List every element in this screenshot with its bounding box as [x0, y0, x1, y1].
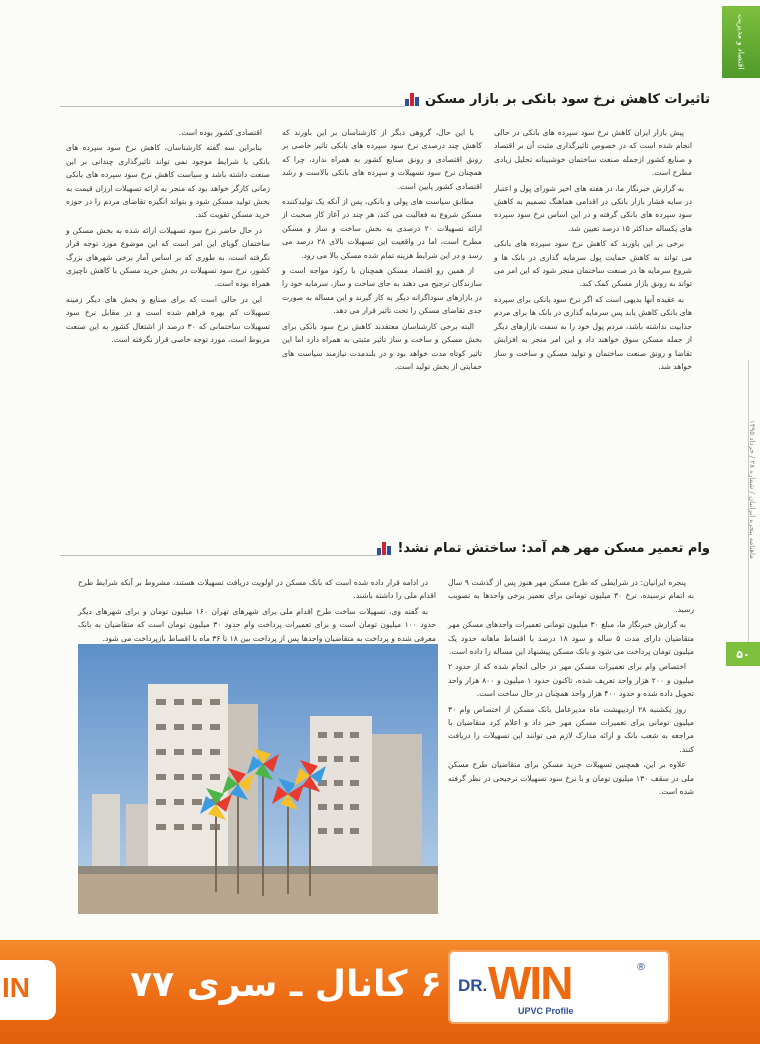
paragraph: از همین رو اقتصاد مسکن همچنان با رکود مواجه است و سازندگان ترجیح می دهند به جای ساخت و ساز، سرمایه خود را در بازارهای سوداگرانه دیگر به کار گیرند و این مساله به صورت جدی تقاضای مسکن را تحت تاثیر قرار می دهد.	[282, 266, 482, 316]
section2-column-1	[448, 576, 694, 926]
housing-photo	[78, 644, 438, 914]
section2-column-2	[78, 576, 436, 643]
paragraph: روز یکشنبه ۲۸ اردیبهشت ماه مدیرعامل بانک مسکن از اختصاص وام ۳۰ میلیون تومانی برای تعمیرات مسکن مهر خبر داد و اعلام کرد متقاضیان با مراجعه به شعب بانک و ارائه مدارک لازم می توانند این تسهیلات را دریافت کنند.	[448, 704, 694, 754]
registered-mark: ®	[636, 962, 646, 973]
section2-heading-rule	[60, 555, 380, 556]
paragraph: پنجره ایرانیان: در شرایطی که طرح مسکن مهر هنوز پس از گذشت ۹ سال به اتمام نرسیده، نرخ ۳۰ میلیون تومانی برای تعمیر برخی واحدها به تصویب رسید.	[448, 578, 694, 614]
section1-column-1	[494, 126, 692, 531]
section1-heading-rule	[60, 106, 405, 107]
brand-name: WIN	[488, 957, 572, 1009]
paragraph: علاوه بر این، همچنین تسهیلات خرید مسکن برای متقاضیان طرح مسکن ملی در سقف ۱۳۰ میلیون تومان و با نرخ سود تسهیلات ترجیحی در نظر گرفته شده است.	[448, 760, 694, 797]
section1-column-2	[282, 126, 482, 531]
paragraph: مطابق سیاست های پولی و بانکی، پس از آنکه یک تولیدکننده مسکن شروع به فعالیت می کند، هر چند در آغاز کار صحبت از ارائه تسهیلات ۲۰ درصدی به بخش ساخت و ساز و مسکن مطرح است، اما در واقعیت این تسهیلات بالای ۲۸ درصد می رسد و در این شرایط هزینه تمام شده مسکن بالا می رود.	[282, 197, 482, 260]
paragraph: در حال حاضر نرخ سود تسهیلات ارائه شده به بخش مسکن و ساختمان گویای این امر است که این موضوع مورد توجه قرار نگرفته است، به طوری که بر اساس آمار برخی شهرهای بزرگ کشور، نرخ سود تسهیلات در بخش خرید مسکن با کاهش ناچیزی همراه بوده است.	[66, 225, 270, 289]
paragraph: به عقیده آنها بدیهی است که اگر نرخ سود بانکی برای سپرده های بانکی کاهش یابد پس سرمایه گذاری در بانک ها برای مردم جذابیت نداشته باشد، مردم پول خود را به سمت بازارهای دیگر از جمله مسکن سوق خواهند داد و این امر منجر به افزایش تقاضا و رونق صنعت ساختمان و تولید مسکن و ساخت و ساز خواهد شد.	[494, 294, 692, 371]
brand-prefix: DR.	[458, 976, 488, 995]
brand-subtitle: UPVC Profile	[518, 1006, 574, 1016]
paragraph: با این حال، گروهی دیگر از کارشناسان بر این باورند که کاهش چند درصدی نرخ سود سپرده های بانکی تاثیر خاصی بر رونق اقتصادی و رونق صنایع کشور به همراه ندارد، چرا که همچنان نرخ سود تسهیلات و سپرده های بانکی بالاست و رشد اقتصادی کشور پایین است.	[282, 128, 482, 191]
paragraph: البته برخی کارشناسان معتقدند کاهش نرخ سود بانکی برای بخش مسکن و ساخت و ساز تاثیر مثبتی به همراه دارد اما این تاثیر کوتاه مدت خواهد بود و در بلندمدت نیازمند سیاست های حمایتی از بخش تولید است.	[282, 321, 482, 371]
bar-chart-icon	[405, 93, 419, 106]
section1-column-3	[66, 126, 270, 531]
section2-heading	[377, 541, 710, 556]
paragraph: به گفته وی، تسهیلات ساخت طرح اقدام ملی برای شهرهای تهران ۱۶۰ میلیون تومان و برای شهرهای دیگر حدود ۱۰۰ میلیون تومان است و برای تعمیرات پرداخت وام حدود ۳۰ میلیون تومان است که متقاضیان به بانک معرفی شده و پرداخت به متقاضیان واحدها پس از پرداخت بین ۱۸ تا ۳۶ ماه با اقساط بازپرداخت می شود.	[78, 606, 436, 643]
section1-heading	[405, 92, 710, 107]
apartment-buildings-image	[78, 644, 438, 914]
brand-logo-left	[0, 960, 56, 1020]
brand-logo-left-text: IN	[2, 972, 30, 1003]
paragraph: اختصاص وام برای تعمیرات مسکن مهر در حالی انجام شده که از حدود ۲ میلیون و ۲۰۰ هزار واحد تعریف شده، تاکنون حدود ۱ میلیون و ۸۰۰ هزار واحد تحویل داده شده و حدود ۴۰۰ هزار واحد همچنان در حال ساخت است.	[448, 662, 694, 699]
banner-headline: ۶ کانال ـ سری ۷۷	[130, 964, 442, 1005]
paragraph: برخی بر این باورند که کاهش نرخ سود سپرده های بانکی می تواند به کاهش حمایت پول سرمایه گذاری در بانک ها و شروع سرمایه ها در صنعت ساختمان منجر شود که این امر می تواند به رونق بازار مسکن کمک کند.	[494, 239, 692, 289]
section-tab-label: اقتصاد و مدیریت	[736, 14, 746, 70]
bar-chart-icon	[377, 542, 391, 555]
paragraph: به گزارش خبرنگار ما، مبلغ ۳۰ میلیون تومانی تعمیرات واحدهای مسکن مهر متقاضیان دارای مدت ۵ ساله و سود ۱۸ درصد با اقساط ماهانه حدود یک میلیون تومان پرداخت می شود و بانک مسکن پیشنهاد این مساله را داده است.	[448, 620, 694, 657]
section1-title: تاثیرات کاهش نرخ سود بانکی بر بازار مسکن	[424, 92, 710, 107]
paragraph: اقتصادی کشور بوده است.	[178, 128, 262, 137]
paragraph: بنابراین سه گفته کارشناسان، کاهش نرخ سود سپرده های بانکی با شرایط موجود نمی تواند تاثیرگذاری چندانی بر این صنعت داشته باشد و سیاست کاهش نرخ سود سپرده های بانکی زمانی کارگر خواهد بود که منجر به ارائه تسهیلات ارزان قیمت به بخش تولید مسکن شود و بتواند انگیزه تقاضای مردم را در حوزه خرید مسکن تقویت کند.	[66, 143, 270, 220]
page-number: ۵۰	[726, 642, 760, 666]
paragraph: پیش بازار ایران کاهش نرخ سود سپرده های بانکی در حالی انجام شده است که در خصوص تاثیرگذاری مثبت آن بر اقتصاد و صنایع کشور ازجمله صنعت ساختمان خوشبینانه تحلیل زیادی مطرح است.	[494, 128, 692, 178]
paragraph: در ادامه قرار داده شده است که بانک مسکن در اولویت دریافت تسهیلات هستند، مشروط بر آنکه شرایط طرح اقدام ملی را داشته باشند.	[78, 578, 436, 601]
paragraph: به گزارش خبرنگار ما، در هفته های اخیر شورای پول و اعتبار در سایه فشار بازار بانکی در اقدامی هماهنگ تصمیم به کاهش سود سپرده های بانکی گرفته و در این اساس نرخ سود سپرده های یکساله حداکثر ۱۵ درصد تعیین شد.	[494, 183, 692, 233]
paragraph: این در حالی است که برای صنایع و بخش های دیگر زمینه تسهیلات کم بهره فراهم شده است و در مقابل نرخ سود تسهیلات ساختمانی که ۳۰ درصد از اشتغال کشور به این صنعت مربوط است، مورد توجه خاصی قرار نگرفته است.	[66, 294, 270, 345]
section2-title: وام تعمیر مسکن مهر هم آمد: ساختش تمام نشد!	[397, 541, 710, 556]
drwin-logo	[448, 950, 670, 1024]
margin-footer-text: ماهنامه پنجره ایرانیان / شماره ۲۸ / خرداد ۱۳۹۵	[748, 420, 756, 560]
section-tab	[722, 6, 760, 78]
